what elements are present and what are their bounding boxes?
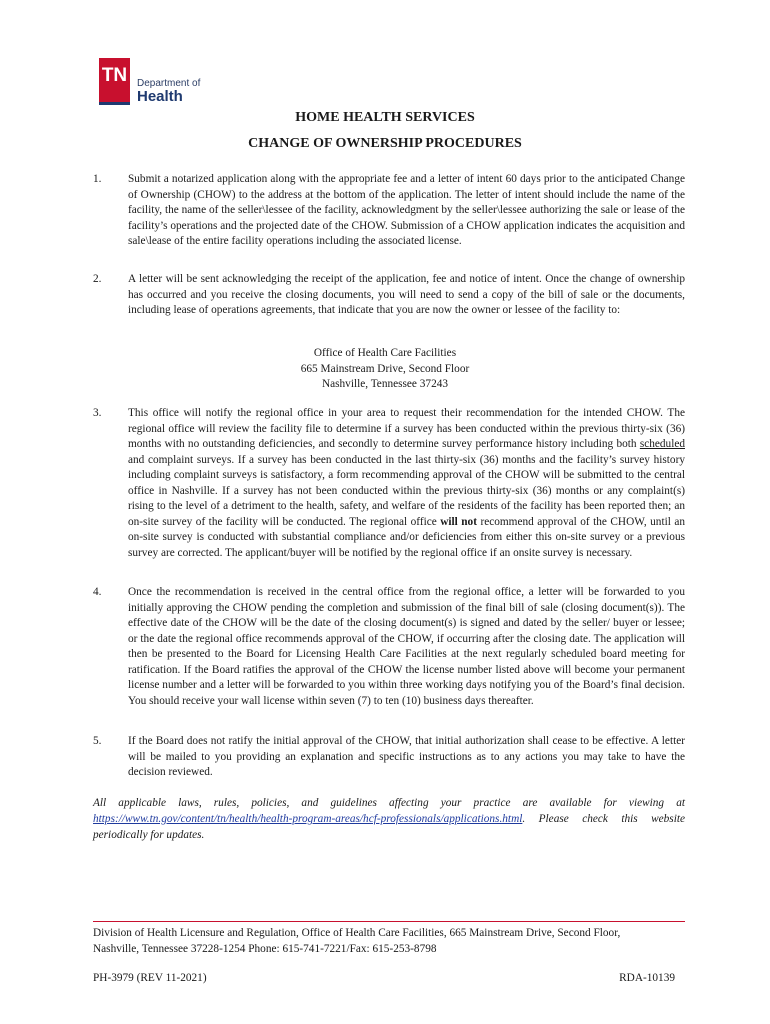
- item-text: Submit a notarized application along with the appropriate fee and a letter of intent 60 days prior to the anticipated Change of Ownership (CHOW) to the address at the bottom of the application. The letter of intent should include the name of the facility, the name of the seller\lessee of the facility, acknowledgment by the seller\lessee authorizing the sale or lease of the facility’s operations and the projected date of the CHOW. Submission of a CHOW application indicates the acquisition and sale\lease of the entire facility operations including the associated license.: [128, 173, 685, 247]
- office-address: [0, 346, 770, 393]
- item-number: 2.: [93, 273, 102, 285]
- address-line: Nashville, Tennessee 37243: [321, 378, 449, 390]
- page-title: HOME HEALTH SERVICES: [295, 110, 475, 125]
- logo-health-text: Health: [137, 88, 183, 105]
- applications-link[interactable]: https://www.tn.gov/content/tn/health/health-program-areas/hcf-professionals/applications.html: [93, 813, 523, 825]
- form-number: PH-3979 (REV 11-2021): [93, 972, 207, 984]
- footer-line: Nashville, Tennessee 37228-1254 Phone: 615-741-7221/Fax: 615-253-8798: [93, 943, 437, 955]
- underlined-term: scheduled: [639, 438, 685, 450]
- list-item: [93, 172, 685, 250]
- item-number: 4.: [93, 586, 102, 598]
- bold-term: will not: [440, 515, 477, 528]
- item-number: 1.: [93, 173, 102, 185]
- item-text: If the Board does not ratify the initial approval of the CHOW, that initial authorization shall cease to be effective. A letter will be mailed to you providing an explanation and specific instructions as to any actions you may take to have the decision reviewed.: [128, 735, 685, 778]
- footer-divider: [93, 921, 685, 922]
- tn-logo-mark: TN: [99, 58, 130, 105]
- list-item: [93, 272, 685, 319]
- item-number: 3.: [93, 407, 102, 419]
- tn-health-logo: [99, 58, 209, 104]
- item-text: A letter will be sent acknowledging the receipt of the application, fee and notice of intent. Once the change of ownership has occurred and you receive the closing documents, you will need to send a copy of the bill of sale or the documents, including lease of operations agreements, that indicate that you are now the owner or lessee of the facility to:: [128, 273, 685, 316]
- list-item: [93, 585, 685, 709]
- item-text: Once the recommendation is received in the central office from the regional office, a letter will be forwarded to you initially approving the CHOW pending the completion and submission of the final bill of sale (closing document(s)). The effective date of the CHOW will be the date of the closing document(s) is signed and dated by the seller/ buyer or lessee; or the date the regional office recommends approval of the CHOW, if occurring after the closing date. The application will then be presented to the Board for Licensing Health Care Facilities at the next regularly scheduled board meeting for ratification. If the Board ratifies the approval of the CHOW the license number listed above will become your permanent license number and a letter will be forwarded to you within three working days notifying you of the Board’s final decision. You should receive your wall license within seven (7) to ten (10) business days thereafter.: [128, 586, 685, 707]
- page-subtitle: CHANGE OF OWNERSHIP PROCEDURES: [248, 136, 522, 151]
- footer-line: Division of Health Licensure and Regulation, Office of Health Care Facilities, 665 Mainstream Drive, Second Floor,: [93, 927, 621, 939]
- item-text: This office will notify the regional office in your area to request their recommendation for the intended CHOW. The regional office will review the facility file to determine if a survey has been conducted within the previous thirty-six (36) months with no outstanding deficiencies, and secondly to determine survey performance history including both scheduled and complaint surveys. If a survey has been conducted in the last thirty-six (36) months and the facility’s survey history including complaint surveys is satisfactory, a form recommending approval of the CHOW will be submitted to the central office in Nashville. If a survey has not been conducted within the previous thirty-six (36) months or any complaint(s) rising to the level of a detriment to the health, safety, and welfare of the residents of the facility has been reported then; an on-site survey of the facility will be conducted. The regional office will not recommend approval of the CHOW, until an on-site survey is conducted with substantial compliance and/or deficiencies from either this on-site survey or a previous survey are corrected. The applicant/buyer will be notified by the regional office if an onsite survey is necessary.: [128, 407, 685, 559]
- item-number: 5.: [93, 735, 102, 747]
- address-line: 665 Mainstream Drive, Second Floor: [300, 362, 470, 375]
- footer-contact: [93, 925, 685, 957]
- list-item: [93, 734, 685, 781]
- logo-department-text: Department of: [137, 78, 201, 89]
- list-item: [93, 406, 685, 561]
- rda-number: RDA-10139: [619, 972, 675, 984]
- address-line: Office of Health Care Facilities: [313, 347, 457, 359]
- applicable-laws-note: All applicable laws, rules, policies, and guidelines affecting your practice are available for viewing at https://www.tn.gov/content/tn/health/health-program-areas/hcf-professionals/applications.html. Please check this website periodically for updates.: [93, 797, 685, 841]
